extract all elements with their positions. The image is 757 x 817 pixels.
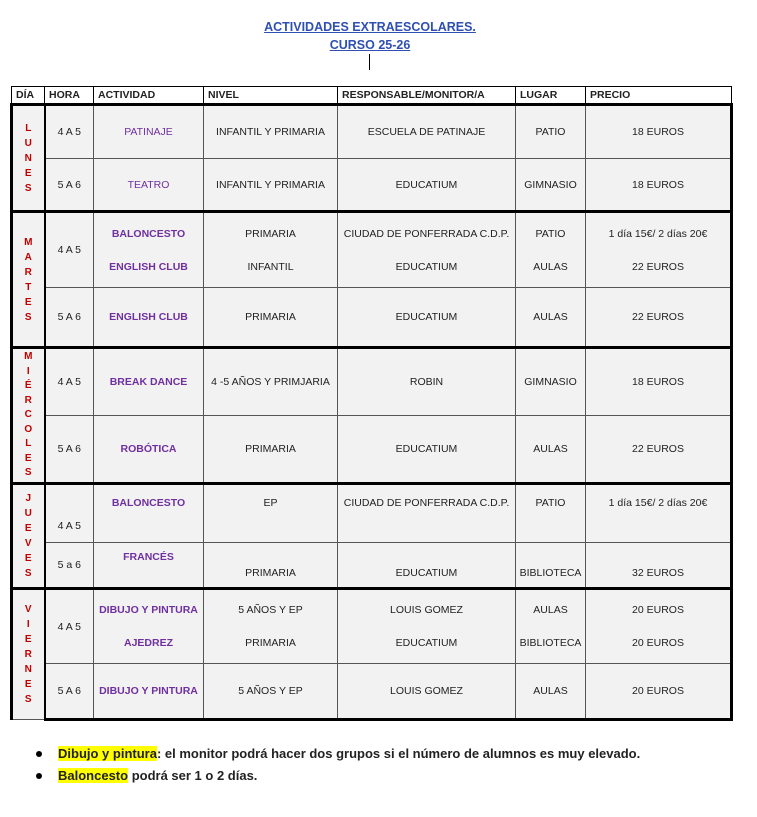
responsable-cell: LOUIS GOMEZ EDUCATIUM bbox=[338, 589, 516, 664]
nivel-cell: PRIMARIA INFANTIL bbox=[204, 212, 338, 288]
nivel-cell: EP bbox=[204, 484, 338, 543]
lugar-cell: PATIO bbox=[516, 105, 586, 159]
responsable-cell: EDUCATIUM bbox=[338, 288, 516, 348]
lugar-cell: AULAS bbox=[516, 664, 586, 720]
day-miercoles: M I É R C O L E S bbox=[12, 348, 45, 484]
responsable-cell: EDUCATIUM bbox=[338, 159, 516, 212]
responsable-cell: EDUCATIUM bbox=[338, 416, 516, 484]
precio-cell: 1 día 15€/ 2 días 20€ bbox=[586, 484, 732, 543]
hora-cell: 5 a 6 bbox=[45, 543, 94, 589]
document-title: ACTIVIDADES EXTRAESCOLARES. bbox=[264, 20, 476, 34]
lugar-cell: PATIO AULAS bbox=[516, 212, 586, 288]
nivel-cell: PRIMARIA bbox=[204, 543, 338, 589]
bullet-icon bbox=[36, 773, 42, 779]
responsable-cell: ESCUELA DE PATINAJE bbox=[338, 105, 516, 159]
header-hora: HORA bbox=[45, 87, 94, 105]
responsable-cell: CIUDAD DE PONFERRADA C.D.P. EDUCATIUM bbox=[338, 212, 516, 288]
hora-cell: 4 A 5 bbox=[45, 348, 94, 416]
hora-cell: 5 A 6 bbox=[45, 664, 94, 720]
hora-cell: 5 A 6 bbox=[45, 288, 94, 348]
notes-list bbox=[30, 744, 710, 788]
actividad-cell: ENGLISH CLUB bbox=[94, 288, 204, 348]
day-lunes: L U N E S bbox=[12, 105, 45, 212]
hora-cell: 4 A 5 bbox=[45, 589, 94, 664]
day-viernes: V I E R N E S bbox=[12, 589, 45, 720]
precio-cell: 18 EUROS bbox=[586, 348, 732, 416]
header-responsable: RESPONSABLE/MONITOR/A bbox=[338, 87, 516, 105]
precio-cell: 1 día 15€/ 2 días 20€ 22 EUROS bbox=[586, 212, 732, 288]
lugar-cell: AULAS BIBLIOTECA bbox=[516, 589, 586, 664]
nivel-cell: 4 -5 AÑOS Y PRIMJARIA bbox=[204, 348, 338, 416]
hora-cell: 4 A 5 bbox=[45, 105, 94, 159]
actividad-cell: PATINAJE bbox=[94, 105, 204, 159]
header-precio: PRECIO bbox=[586, 87, 732, 105]
precio-cell: 22 EUROS bbox=[586, 288, 732, 348]
header-nivel: NIVEL bbox=[204, 87, 338, 105]
nivel-cell: PRIMARIA bbox=[204, 416, 338, 484]
table-row bbox=[12, 159, 732, 212]
list-item bbox=[30, 744, 710, 763]
responsable-cell: EDUCATIUM bbox=[338, 543, 516, 589]
precio-cell: 22 EUROS bbox=[586, 416, 732, 484]
table-row bbox=[12, 288, 732, 348]
hora-cell: 5 A 6 bbox=[45, 159, 94, 212]
schedule-table bbox=[10, 86, 733, 721]
table-row bbox=[12, 212, 732, 288]
actividad-cell: BALONCESTO ENGLISH CLUB bbox=[94, 212, 204, 288]
header-dia: DÍA bbox=[12, 87, 45, 105]
actividad-cell: DIBUJO Y PINTURA bbox=[94, 664, 204, 720]
actividad-cell: FRANCÉS bbox=[94, 543, 204, 589]
table-row bbox=[12, 484, 732, 543]
nivel-cell: 5 AÑOS Y EP PRIMARIA bbox=[204, 589, 338, 664]
actividad-cell: DIBUJO Y PINTURA AJEDREZ bbox=[94, 589, 204, 664]
responsable-cell: LOUIS GOMEZ bbox=[338, 664, 516, 720]
nivel-cell: INFANTIL Y PRIMARIA bbox=[204, 159, 338, 212]
highlighted-text: Baloncesto bbox=[58, 768, 129, 783]
table-row bbox=[12, 348, 732, 416]
lugar-cell: GIMNASIO bbox=[516, 348, 586, 416]
table-row bbox=[12, 105, 732, 159]
precio-cell: 20 EUROS 20 EUROS bbox=[586, 589, 732, 664]
precio-cell: 20 EUROS bbox=[586, 664, 732, 720]
table-row bbox=[12, 543, 732, 589]
lugar-cell: BIBLIOTECA bbox=[516, 543, 586, 589]
nivel-cell: PRIMARIA bbox=[204, 288, 338, 348]
responsable-cell: ROBIN bbox=[338, 348, 516, 416]
day-martes: M A R T E S bbox=[12, 212, 45, 348]
note-text: podrá ser 1 o 2 días. bbox=[128, 768, 258, 783]
lugar-cell: PATIO bbox=[516, 484, 586, 543]
nivel-cell: INFANTIL Y PRIMARIA bbox=[204, 105, 338, 159]
highlighted-text: Dibujo y pintura bbox=[58, 746, 157, 761]
table-row bbox=[12, 664, 732, 720]
nivel-cell: 5 AÑOS Y EP bbox=[204, 664, 338, 720]
day-jueves: J U E V E S bbox=[12, 484, 45, 589]
precio-cell: 18 EUROS bbox=[586, 105, 732, 159]
precio-cell: 18 EUROS bbox=[586, 159, 732, 212]
hora-cell: 4 A 5 bbox=[45, 484, 94, 543]
actividad-cell: ROBÓTICA bbox=[94, 416, 204, 484]
responsable-cell: CIUDAD DE PONFERRADA C.D.P. bbox=[338, 484, 516, 543]
table-row bbox=[12, 416, 732, 484]
lugar-cell: AULAS bbox=[516, 288, 586, 348]
text-cursor bbox=[369, 54, 370, 70]
table-row bbox=[12, 589, 732, 664]
lugar-cell: GIMNASIO bbox=[516, 159, 586, 212]
note-text: : el monitor podrá hacer dos grupos si el número de alumnos es muy elevado. bbox=[156, 746, 641, 761]
hora-cell: 4 A 5 bbox=[45, 212, 94, 288]
list-item bbox=[30, 766, 710, 785]
actividad-cell: BALONCESTO bbox=[94, 484, 204, 543]
bullet-icon bbox=[36, 751, 42, 757]
header-row bbox=[12, 87, 732, 105]
actividad-cell: BREAK DANCE bbox=[94, 348, 204, 416]
precio-cell: 32 EUROS bbox=[586, 543, 732, 589]
document-subtitle: CURSO 25-26 bbox=[329, 38, 411, 52]
header-actividad: ACTIVIDAD bbox=[94, 87, 204, 105]
header-lugar: LUGAR bbox=[516, 87, 586, 105]
hora-cell: 5 A 6 bbox=[45, 416, 94, 484]
lugar-cell: AULAS bbox=[516, 416, 586, 484]
actividad-cell: TEATRO bbox=[94, 159, 204, 212]
